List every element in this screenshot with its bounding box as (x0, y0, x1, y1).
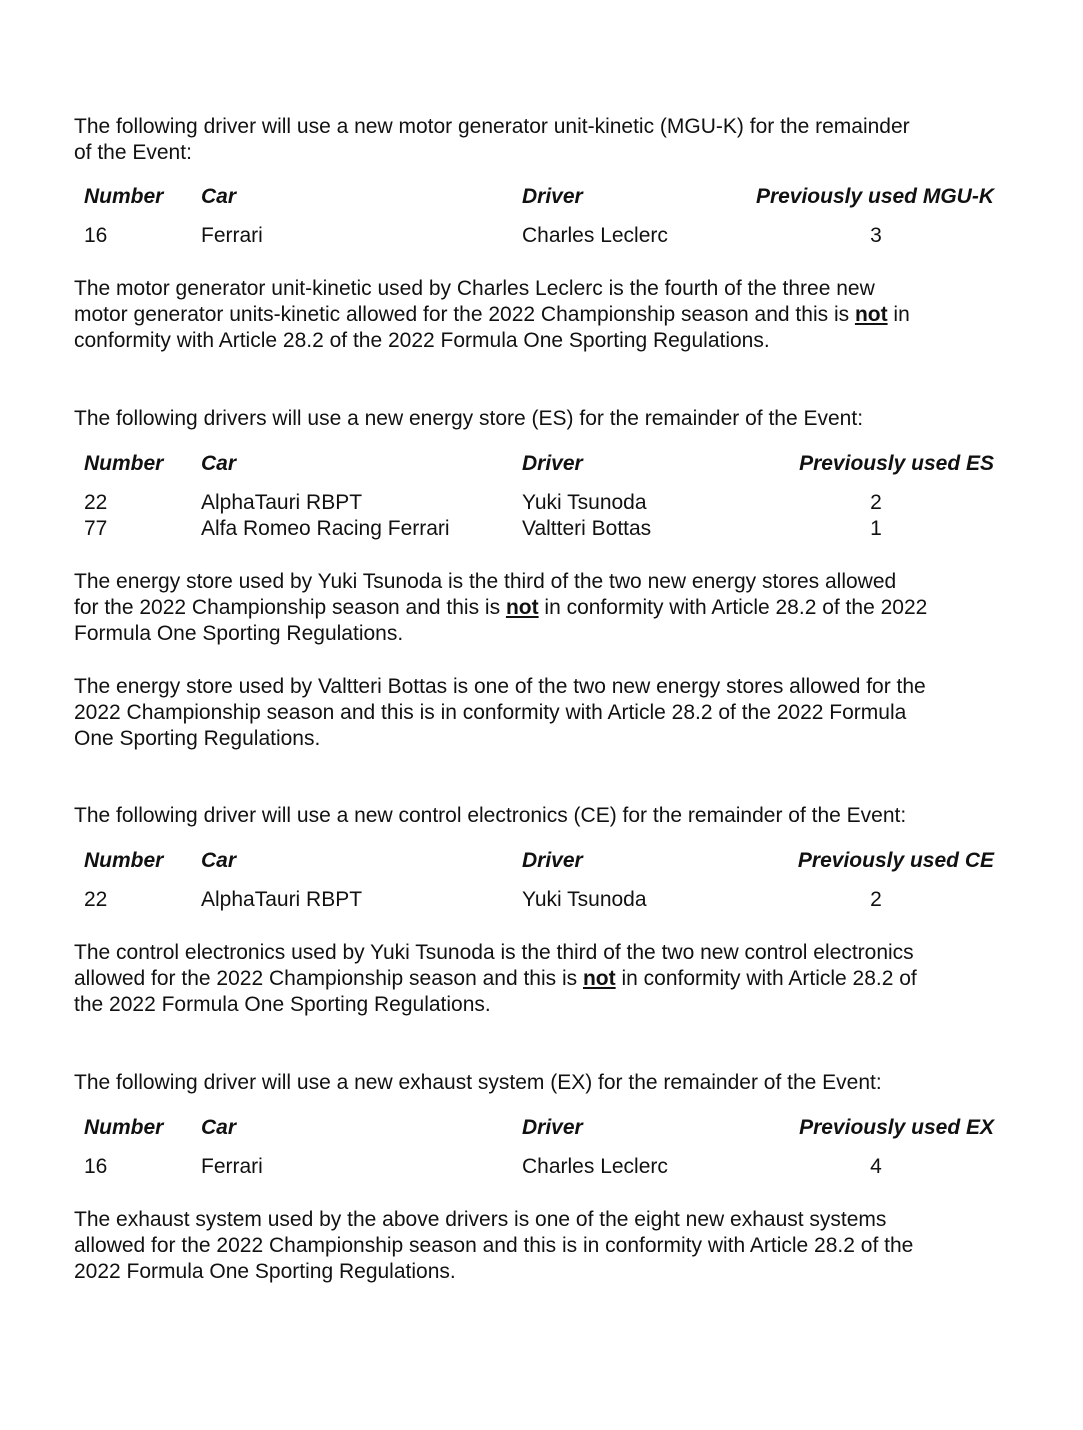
header-number: Number (84, 452, 164, 475)
header-driver: Driver (522, 452, 583, 475)
note-text: One Sporting Regulations. (74, 727, 321, 750)
note-text: The energy store used by Yuki Tsunoda is the third of the two new energy stores allowed (74, 570, 897, 593)
section-es-intro (74, 406, 1004, 432)
note-line (74, 992, 1004, 1018)
note-text: the 2022 Formula One Sporting Regulations. (74, 993, 491, 1016)
cell-driver: Yuki Tsunoda (522, 491, 647, 514)
section-ex-intro (74, 1070, 1004, 1096)
note-line (74, 674, 1004, 700)
header-number: Number (84, 849, 164, 872)
section-es-table (74, 451, 1004, 542)
header-car: Car (201, 452, 237, 475)
header-previously-used: Previously used CE (797, 849, 994, 872)
note-text: conformity with Article 28.2 of the 2022 Formula One Sporting Regulations. (74, 329, 770, 352)
note-text: The exhaust system used by the above drivers is one of the eight new exhaust systems (74, 1208, 887, 1231)
cell-previously-used: 2 (870, 491, 882, 514)
cell-car: AlphaTauri RBPT (201, 888, 363, 911)
cell-driver: Charles Leclerc (522, 1155, 668, 1178)
note-text: 2022 Championship season and this is in conformity with Article 28.2 of the 2022 Formula (74, 701, 907, 724)
cell-number: 16 (84, 1155, 108, 1178)
cell-previously-used: 3 (870, 224, 882, 247)
note-line (74, 328, 1004, 354)
header-car: Car (201, 185, 237, 208)
section-es-note-bottas (74, 674, 1004, 752)
note-text: for the 2022 Championship season and this is (74, 596, 506, 619)
note-line (74, 726, 1004, 752)
header-car: Car (201, 1116, 237, 1139)
cell-number: 22 (84, 491, 108, 514)
note-text: 2022 Formula One Sporting Regulations. (74, 1260, 456, 1283)
table-header-row (74, 848, 1004, 874)
section-mguk-note (74, 276, 1004, 354)
section-mguk-intro (74, 114, 1004, 166)
note-text: The energy store used by Valtteri Bottas is one of the two new energy stores allowed for the (74, 675, 926, 698)
note-line (74, 1207, 1004, 1233)
table-row (74, 223, 1004, 249)
header-previously-used: Previously used MGU-K (755, 185, 994, 208)
note-text: motor generator units-kinetic allowed for the 2022 Championship season and this is (74, 303, 855, 326)
table-row (74, 887, 1004, 913)
emphasis-not: not (505, 596, 539, 619)
header-driver: Driver (522, 849, 583, 872)
note-text: Formula One Sporting Regulations. (74, 622, 404, 645)
cell-car: Alfa Romeo Racing Ferrari (201, 517, 450, 540)
section-ex-table (74, 1115, 1004, 1180)
header-previously-used: Previously used EX (799, 1116, 994, 1139)
header-number: Number (84, 1116, 164, 1139)
cell-car: AlphaTauri RBPT (201, 491, 363, 514)
intro-line: of the Event: (74, 141, 192, 164)
intro-line: The following driver will use a new exhaust system (EX) for the remainder of the Event: (74, 1071, 882, 1094)
section-es-note-tsunoda (74, 569, 1004, 647)
section-mguk-table (74, 184, 1004, 249)
note-line (74, 1259, 1004, 1285)
note-text: allowed for the 2022 Championship season and this is in conformity with Article 28.2 of the (74, 1234, 914, 1257)
section-ce-intro (74, 803, 1004, 829)
note-line (74, 276, 1004, 302)
section-ce-table (74, 848, 1004, 913)
emphasis-not: not (854, 303, 888, 326)
note-line (74, 700, 1004, 726)
note-line (74, 569, 1004, 595)
note-text: allowed for the 2022 Championship season and this is (74, 967, 583, 990)
cell-number: 16 (84, 224, 108, 247)
note-line (74, 940, 1004, 966)
note-text: The control electronics used by Yuki Tsunoda is the third of the two new control electronics (74, 941, 914, 964)
intro-line: The following driver will use a new control electronics (CE) for the remainder of the Event: (74, 804, 907, 827)
note-line (74, 966, 1004, 992)
table-header-row (74, 184, 1004, 210)
intro-line: The following drivers will use a new energy store (ES) for the remainder of the Event: (74, 407, 864, 430)
header-number: Number (84, 185, 164, 208)
note-line (74, 595, 1004, 621)
cell-previously-used: 4 (870, 1155, 882, 1178)
cell-previously-used: 2 (870, 888, 882, 911)
cell-car: Ferrari (201, 224, 263, 247)
header-previously-used: Previously used ES (799, 452, 994, 475)
cell-previously-used: 1 (870, 517, 882, 540)
cell-driver: Charles Leclerc (522, 224, 668, 247)
note-line (74, 1233, 1004, 1259)
table-row (74, 516, 1004, 542)
intro-line: The following driver will use a new motor generator unit-kinetic (MGU-K) for the remainder (74, 115, 910, 138)
table-header-row (74, 451, 1004, 477)
cell-driver: Yuki Tsunoda (522, 888, 647, 911)
note-text: in conformity with Article 28.2 of the 2022 (538, 596, 928, 619)
note-text: in (887, 303, 910, 326)
cell-car: Ferrari (201, 1155, 263, 1178)
header-driver: Driver (522, 185, 583, 208)
note-line (74, 302, 1004, 328)
emphasis-not: not (582, 967, 616, 990)
section-ex-note (74, 1207, 1004, 1285)
table-row (74, 1154, 1004, 1180)
cell-driver: Valtteri Bottas (522, 517, 652, 540)
table-header-row (74, 1115, 1004, 1141)
cell-number: 77 (84, 517, 108, 540)
header-driver: Driver (522, 1116, 583, 1139)
table-row (74, 490, 1004, 516)
note-line (74, 621, 1004, 647)
section-ce-note (74, 940, 1004, 1018)
header-car: Car (201, 849, 237, 872)
cell-number: 22 (84, 888, 108, 911)
note-text: in conformity with Article 28.2 of (615, 967, 917, 990)
note-text: The motor generator unit-kinetic used by Charles Leclerc is the fourth of the three new (74, 277, 875, 300)
